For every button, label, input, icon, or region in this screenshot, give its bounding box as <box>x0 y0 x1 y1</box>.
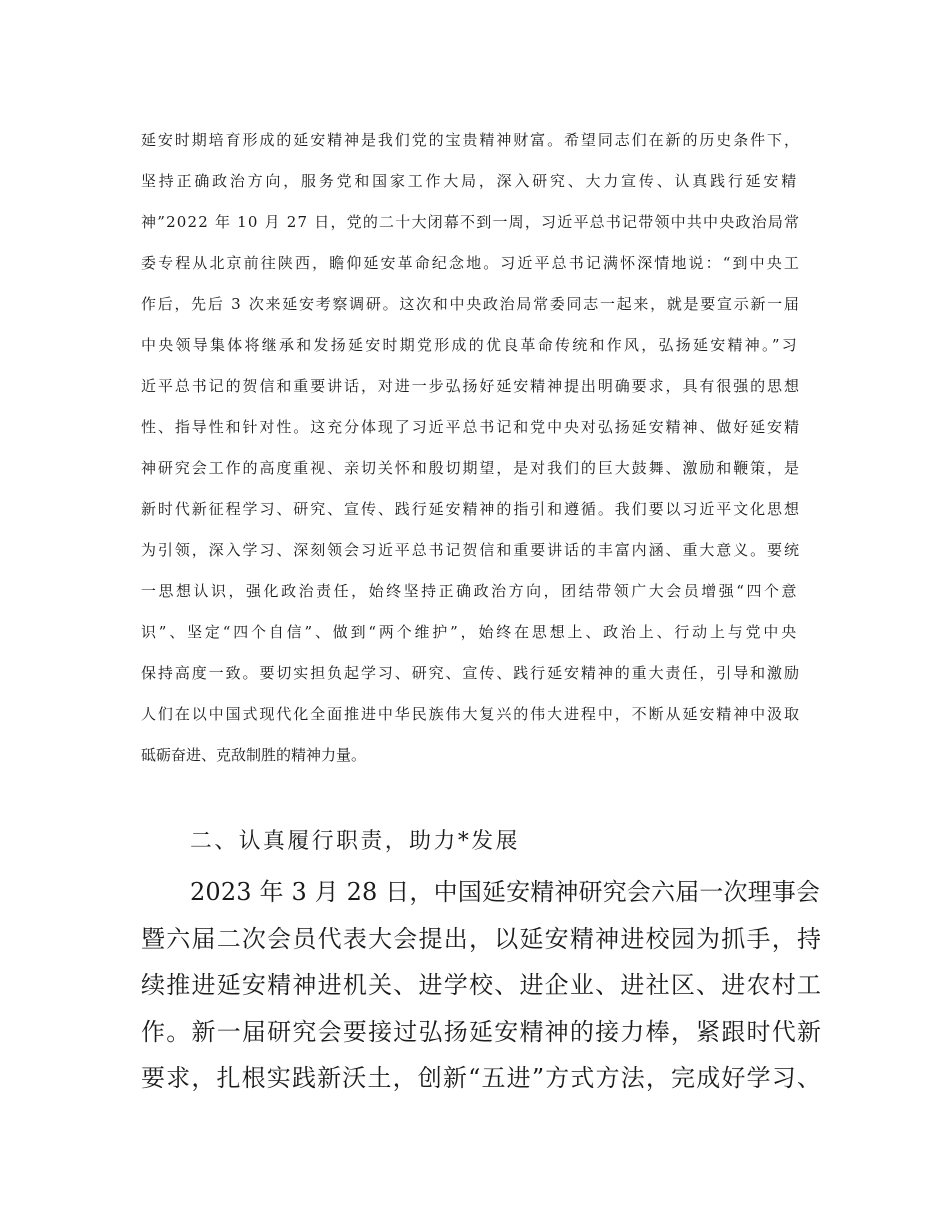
text-line: 保持高度一致。要切实担负起学习、研究、宣传、践行延安精神的重大责任，引导和激励 <box>141 664 801 682</box>
text-line: 作。新一届研究会要接过弘扬延安精神的接力棒，紧跟时代新 <box>141 1018 823 1046</box>
text-line: 近平总书记的贺信和重要讲话，对进一步弘扬好延安精神提出明确要求，具有很强的思想 <box>141 377 801 395</box>
text-line: 作后，先后 3 次来延安考察调研。这次和中央政治局常委同志一起来，就是要宣示新一届 <box>141 295 801 313</box>
section-heading: 二、认真履行职责，助力*发展 <box>190 829 521 854</box>
text-line: 神”2022 年 10 月 27 日，党的二十大闭幕不到一周，习近平总书记带领中共中央政治局常 <box>141 213 801 231</box>
text-line: 2023 年 3 月 28 日，中国延安精神研究会六届一次理事会 <box>190 878 821 906</box>
text-line: 暨六届二次会员代表大会提出，以延安精神进校园为抓手，持 <box>141 925 823 953</box>
text-line: 中央领导集体将继承和发扬延安时期党形成的优良革命传统和作风，弘扬延安精神。”习 <box>141 336 800 354</box>
text-line: 新时代新征程学习、研究、宣传、践行延安精神的指引和遵循。我们要以习近平文化思想 <box>141 500 801 518</box>
text-line: 性、指导性和针对性。这充分体现了习近平总书记和党中央对弘扬延安精神、做好延安精 <box>141 418 801 436</box>
text-line: 识”、坚定“四个自信”、做到“两个维护”，始终在思想上、政治上、行动上与党中央 <box>141 623 800 641</box>
text-line: 一思想认识，强化政治责任，始终坚持正确政治方向，团结带领广大会员增强“四个意 <box>141 582 800 600</box>
text-line: 人们在以中国式现代化全面推进中华民族伟大复兴的伟大进程中，不断从延安精神中汲取 <box>141 705 801 723</box>
text-line: 续推进延安精神进机关、进学校、进企业、进社区、进农村工 <box>141 971 823 999</box>
text-line: 砥砺奋进、克敌制胜的精神力量。 <box>141 746 367 764</box>
text-line: 委专程从北京前往陕西，瞻仰延安革命纪念地。习近平总书记满怀深情地说：“到中央工 <box>141 254 801 272</box>
text-line: 延安时期培育形成的延安精神是我们党的宝贵精神财富。希望同志们在新的历史条件下， <box>141 131 801 149</box>
text-line: 神研究会工作的高度重视、亲切关怀和殷切期望，是对我们的巨大鼓舞、激励和鞭策，是 <box>141 459 801 477</box>
text-line: 为引领，深入学习、深刻领会习近平总书记贺信和重要讲话的丰富内涵、重大意义。要统 <box>141 541 801 559</box>
text-line: 坚持正确政治方向，服务党和国家工作大局，深入研究、大力宣传、认真践行延安精 <box>141 172 799 190</box>
text-line: 要求，扎根实践新沃土，创新“五进”方式方法，完成好学习、 <box>141 1064 823 1092</box>
